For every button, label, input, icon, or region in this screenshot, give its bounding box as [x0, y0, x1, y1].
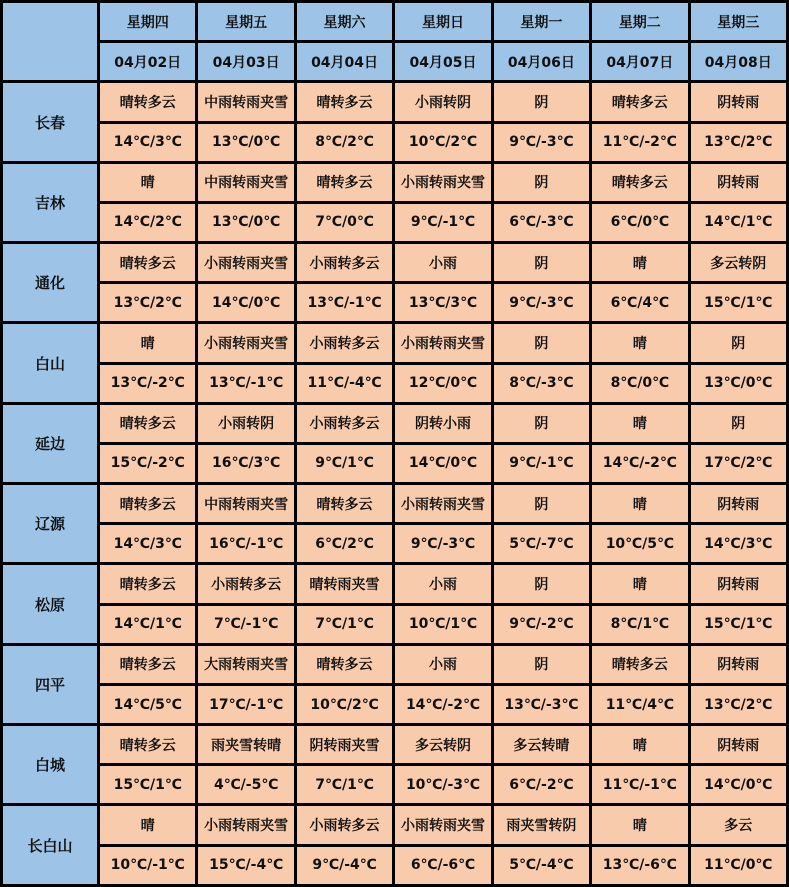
temperature-cell: 9℃/-3℃: [492, 122, 590, 162]
date-header: 04月05日: [394, 42, 492, 82]
temperature-cell: 13℃/-2℃: [99, 363, 197, 403]
city-name: 白山: [2, 323, 99, 403]
temperature-cell: 13℃/-6℃: [591, 845, 689, 885]
weekday-header: 星期一: [492, 2, 590, 42]
weather-cell: 小雨转雨夹雪: [197, 323, 295, 363]
weather-cell: 阴: [689, 403, 787, 443]
weather-row: [2, 805, 788, 845]
weekday-header-row: [2, 2, 788, 42]
temperature-cell: 16℃/3℃: [197, 443, 295, 483]
city-name: 延边: [2, 403, 99, 483]
temperature-cell: 14℃/3℃: [689, 524, 787, 564]
temperature-cell: 6℃/4℃: [591, 283, 689, 323]
weather-row: [2, 564, 788, 604]
weather-row: [2, 243, 788, 283]
weather-cell: 晴转多云: [99, 564, 197, 604]
temperature-cell: 17℃/2℃: [689, 443, 787, 483]
temperature-cell: 6℃/2℃: [295, 524, 393, 564]
weather-cell: 阴: [492, 323, 590, 363]
temperature-cell: 13℃/2℃: [99, 283, 197, 323]
temperature-cell: 15℃/-4℃: [197, 845, 295, 885]
date-header: 04月04日: [295, 42, 393, 82]
date-header: 04月03日: [197, 42, 295, 82]
weather-cell: 小雨: [394, 564, 492, 604]
weather-cell: 大雨转雨夹雪: [197, 644, 295, 684]
temperature-cell: 17℃/-1℃: [197, 684, 295, 724]
temperature-cell: 6℃/0℃: [591, 202, 689, 242]
date-header-row: [2, 42, 788, 82]
temperature-cell: 14℃/-2℃: [394, 684, 492, 724]
weather-cell: 阴: [492, 403, 590, 443]
weather-cell: 小雨转多云: [295, 323, 393, 363]
weather-cell: 晴转多云: [99, 243, 197, 283]
weather-cell: 多云转晴: [492, 725, 590, 765]
temperature-cell: 10℃/-1℃: [99, 845, 197, 885]
temperature-cell: 14℃/1℃: [689, 202, 787, 242]
weather-cell: 晴: [591, 403, 689, 443]
weather-cell: 小雨转多云: [295, 403, 393, 443]
weather-cell: 晴转多云: [295, 162, 393, 202]
temperature-cell: 11℃/-2℃: [591, 122, 689, 162]
temperature-cell: 11℃/4℃: [591, 684, 689, 724]
weather-cell: 雨夹雪转阴: [492, 805, 590, 845]
temperature-cell: 14℃/0℃: [197, 283, 295, 323]
temperature-cell: 14℃/0℃: [689, 765, 787, 805]
date-header: 04月02日: [99, 42, 197, 82]
temperature-cell: 13℃/0℃: [197, 122, 295, 162]
temperature-cell: 14℃/3℃: [99, 524, 197, 564]
weather-cell: 小雨转雨夹雪: [394, 323, 492, 363]
weather-cell: 阴: [492, 162, 590, 202]
temperature-cell: 6℃/-2℃: [492, 765, 590, 805]
weather-cell: 晴转多云: [99, 484, 197, 524]
weather-cell: 晴转多云: [99, 725, 197, 765]
temperature-cell: 13℃/-3℃: [492, 684, 590, 724]
weather-cell: 阴转雨: [689, 162, 787, 202]
weather-cell: 小雨转雨夹雪: [197, 805, 295, 845]
weather-row: [2, 484, 788, 524]
temperature-cell: 9℃/-1℃: [394, 202, 492, 242]
temperature-cell: 13℃/2℃: [689, 684, 787, 724]
temperature-cell: 14℃/-2℃: [591, 443, 689, 483]
temperature-cell: 7℃/0℃: [295, 202, 393, 242]
temperature-cell: 11℃/0℃: [689, 845, 787, 885]
weather-cell: 阴转小雨: [394, 403, 492, 443]
weekday-header: 星期三: [689, 2, 787, 42]
weather-cell: 阴转雨: [689, 82, 787, 122]
weather-row: [2, 323, 788, 363]
weather-cell: 晴: [99, 323, 197, 363]
weather-cell: 阴: [492, 243, 590, 283]
temperature-row: [2, 765, 788, 805]
weather-cell: 晴: [591, 323, 689, 363]
temperature-row: [2, 363, 788, 403]
weather-cell: 晴转多云: [591, 162, 689, 202]
weather-cell: 中雨转雨夹雪: [197, 162, 295, 202]
temperature-cell: 8℃/0℃: [591, 363, 689, 403]
temperature-cell: 10℃/2℃: [394, 122, 492, 162]
weather-cell: 晴转多云: [99, 403, 197, 443]
weather-cell: 晴: [591, 725, 689, 765]
weather-cell: 小雨转阴: [197, 403, 295, 443]
temperature-cell: 6℃/-6℃: [394, 845, 492, 885]
weather-cell: 阴: [492, 564, 590, 604]
city-name: 白城: [2, 725, 99, 805]
temperature-row: [2, 604, 788, 644]
temperature-cell: 5℃/-7℃: [492, 524, 590, 564]
temperature-cell: 14℃/1℃: [99, 604, 197, 644]
temperature-cell: 15℃/-2℃: [99, 443, 197, 483]
date-header: 04月08日: [689, 42, 787, 82]
temperature-cell: 7℃/-1℃: [197, 604, 295, 644]
temperature-cell: 4℃/-5℃: [197, 765, 295, 805]
weekday-header: 星期六: [295, 2, 393, 42]
temperature-cell: 6℃/-3℃: [492, 202, 590, 242]
weather-cell: 晴转多云: [99, 644, 197, 684]
temperature-row: [2, 283, 788, 323]
temperature-cell: 13℃/3℃: [394, 283, 492, 323]
weather-cell: 小雨转雨夹雪: [394, 805, 492, 845]
weather-cell: 小雨: [394, 243, 492, 283]
temperature-cell: 8℃/2℃: [295, 122, 393, 162]
temperature-cell: 8℃/1℃: [591, 604, 689, 644]
temperature-cell: 14℃/5℃: [99, 684, 197, 724]
weather-row: [2, 82, 788, 122]
temperature-cell: 9℃/-3℃: [492, 283, 590, 323]
weather-row: [2, 725, 788, 765]
city-name: 长白山: [2, 805, 99, 885]
temperature-cell: 10℃/5℃: [591, 524, 689, 564]
city-name: 吉林: [2, 162, 99, 242]
weather-cell: 晴: [99, 162, 197, 202]
weather-cell: 晴转雨夹雪: [295, 564, 393, 604]
weather-cell: 多云转阴: [394, 725, 492, 765]
temperature-cell: 14℃/0℃: [394, 443, 492, 483]
weather-cell: 晴: [591, 243, 689, 283]
weather-cell: 晴转多云: [591, 82, 689, 122]
weekday-header: 星期日: [394, 2, 492, 42]
date-header: 04月06日: [492, 42, 590, 82]
temperature-cell: 8℃/-3℃: [492, 363, 590, 403]
temperature-cell: 12℃/0℃: [394, 363, 492, 403]
city-name: 长春: [2, 82, 99, 162]
corner-cell: [2, 2, 99, 82]
weather-cell: 小雨转多云: [197, 564, 295, 604]
temperature-row: [2, 524, 788, 564]
weather-cell: 晴: [591, 564, 689, 604]
weather-cell: 阴转雨: [689, 564, 787, 604]
weather-cell: 多云转阴: [689, 243, 787, 283]
weather-cell: 小雨转多云: [295, 805, 393, 845]
weather-cell: 雨夹雪转晴: [197, 725, 295, 765]
temperature-cell: 9℃/-4℃: [295, 845, 393, 885]
temperature-cell: 7℃/1℃: [295, 765, 393, 805]
weather-cell: 阴: [492, 82, 590, 122]
temperature-cell: 11℃/-4℃: [295, 363, 393, 403]
weather-cell: 晴转多云: [295, 82, 393, 122]
weather-cell: 小雨转雨夹雪: [197, 243, 295, 283]
weather-cell: 中雨转雨夹雪: [197, 484, 295, 524]
weather-cell: 阴转雨: [689, 725, 787, 765]
temperature-row: [2, 845, 788, 885]
weather-cell: 阴转雨夹雪: [295, 725, 393, 765]
weather-cell: 晴转多云: [591, 644, 689, 684]
temperature-cell: 9℃/-3℃: [394, 524, 492, 564]
temperature-cell: 5℃/-4℃: [492, 845, 590, 885]
weekday-header: 星期五: [197, 2, 295, 42]
weekday-header: 星期四: [99, 2, 197, 42]
temperature-cell: 10℃/-3℃: [394, 765, 492, 805]
weather-cell: 晴转多云: [295, 484, 393, 524]
temperature-cell: 10℃/1℃: [394, 604, 492, 644]
temperature-cell: 14℃/2℃: [99, 202, 197, 242]
weather-cell: 阴转雨: [689, 484, 787, 524]
temperature-cell: 9℃/-2℃: [492, 604, 590, 644]
temperature-cell: 15℃/1℃: [99, 765, 197, 805]
temperature-cell: 13℃/-1℃: [295, 283, 393, 323]
temperature-cell: 14℃/3℃: [99, 122, 197, 162]
city-name: 通化: [2, 243, 99, 323]
temperature-cell: 7℃/1℃: [295, 604, 393, 644]
temperature-cell: 9℃/-1℃: [492, 443, 590, 483]
temperature-cell: 13℃/0℃: [689, 363, 787, 403]
temperature-cell: 15℃/1℃: [689, 283, 787, 323]
temperature-row: [2, 202, 788, 242]
weather-row: [2, 403, 788, 443]
city-name: 四平: [2, 644, 99, 724]
temperature-row: [2, 122, 788, 162]
temperature-cell: 9℃/1℃: [295, 443, 393, 483]
weather-cell: 晴转多云: [295, 644, 393, 684]
temperature-row: [2, 443, 788, 483]
temperature-cell: 11℃/-1℃: [591, 765, 689, 805]
weather-cell: 多云: [689, 805, 787, 845]
weather-cell: 小雨转阴: [394, 82, 492, 122]
weather-cell: 阴转雨: [689, 644, 787, 684]
weather-cell: 阴: [492, 644, 590, 684]
weather-row: [2, 162, 788, 202]
weather-cell: 阴: [689, 323, 787, 363]
weather-cell: 阴: [492, 484, 590, 524]
city-name: 松原: [2, 564, 99, 644]
weekday-header: 星期二: [591, 2, 689, 42]
weather-cell: 小雨转雨夹雪: [394, 484, 492, 524]
date-header: 04月07日: [591, 42, 689, 82]
weather-cell: 中雨转雨夹雪: [197, 82, 295, 122]
temperature-row: [2, 684, 788, 724]
weather-cell: 晴: [99, 805, 197, 845]
weather-cell: 小雨: [394, 644, 492, 684]
temperature-cell: 13℃/-1℃: [197, 363, 295, 403]
weather-cell: 小雨转雨夹雪: [394, 162, 492, 202]
temperature-cell: 10℃/2℃: [295, 684, 393, 724]
weather-row: [2, 644, 788, 684]
temperature-cell: 13℃/0℃: [197, 202, 295, 242]
weather-cell: 晴: [591, 484, 689, 524]
weather-cell: 晴转多云: [99, 82, 197, 122]
weather-cell: 小雨转多云: [295, 243, 393, 283]
temperature-cell: 16℃/-1℃: [197, 524, 295, 564]
temperature-cell: 15℃/1℃: [689, 604, 787, 644]
city-name: 辽源: [2, 484, 99, 564]
weather-cell: 晴: [591, 805, 689, 845]
temperature-cell: 13℃/2℃: [689, 122, 787, 162]
